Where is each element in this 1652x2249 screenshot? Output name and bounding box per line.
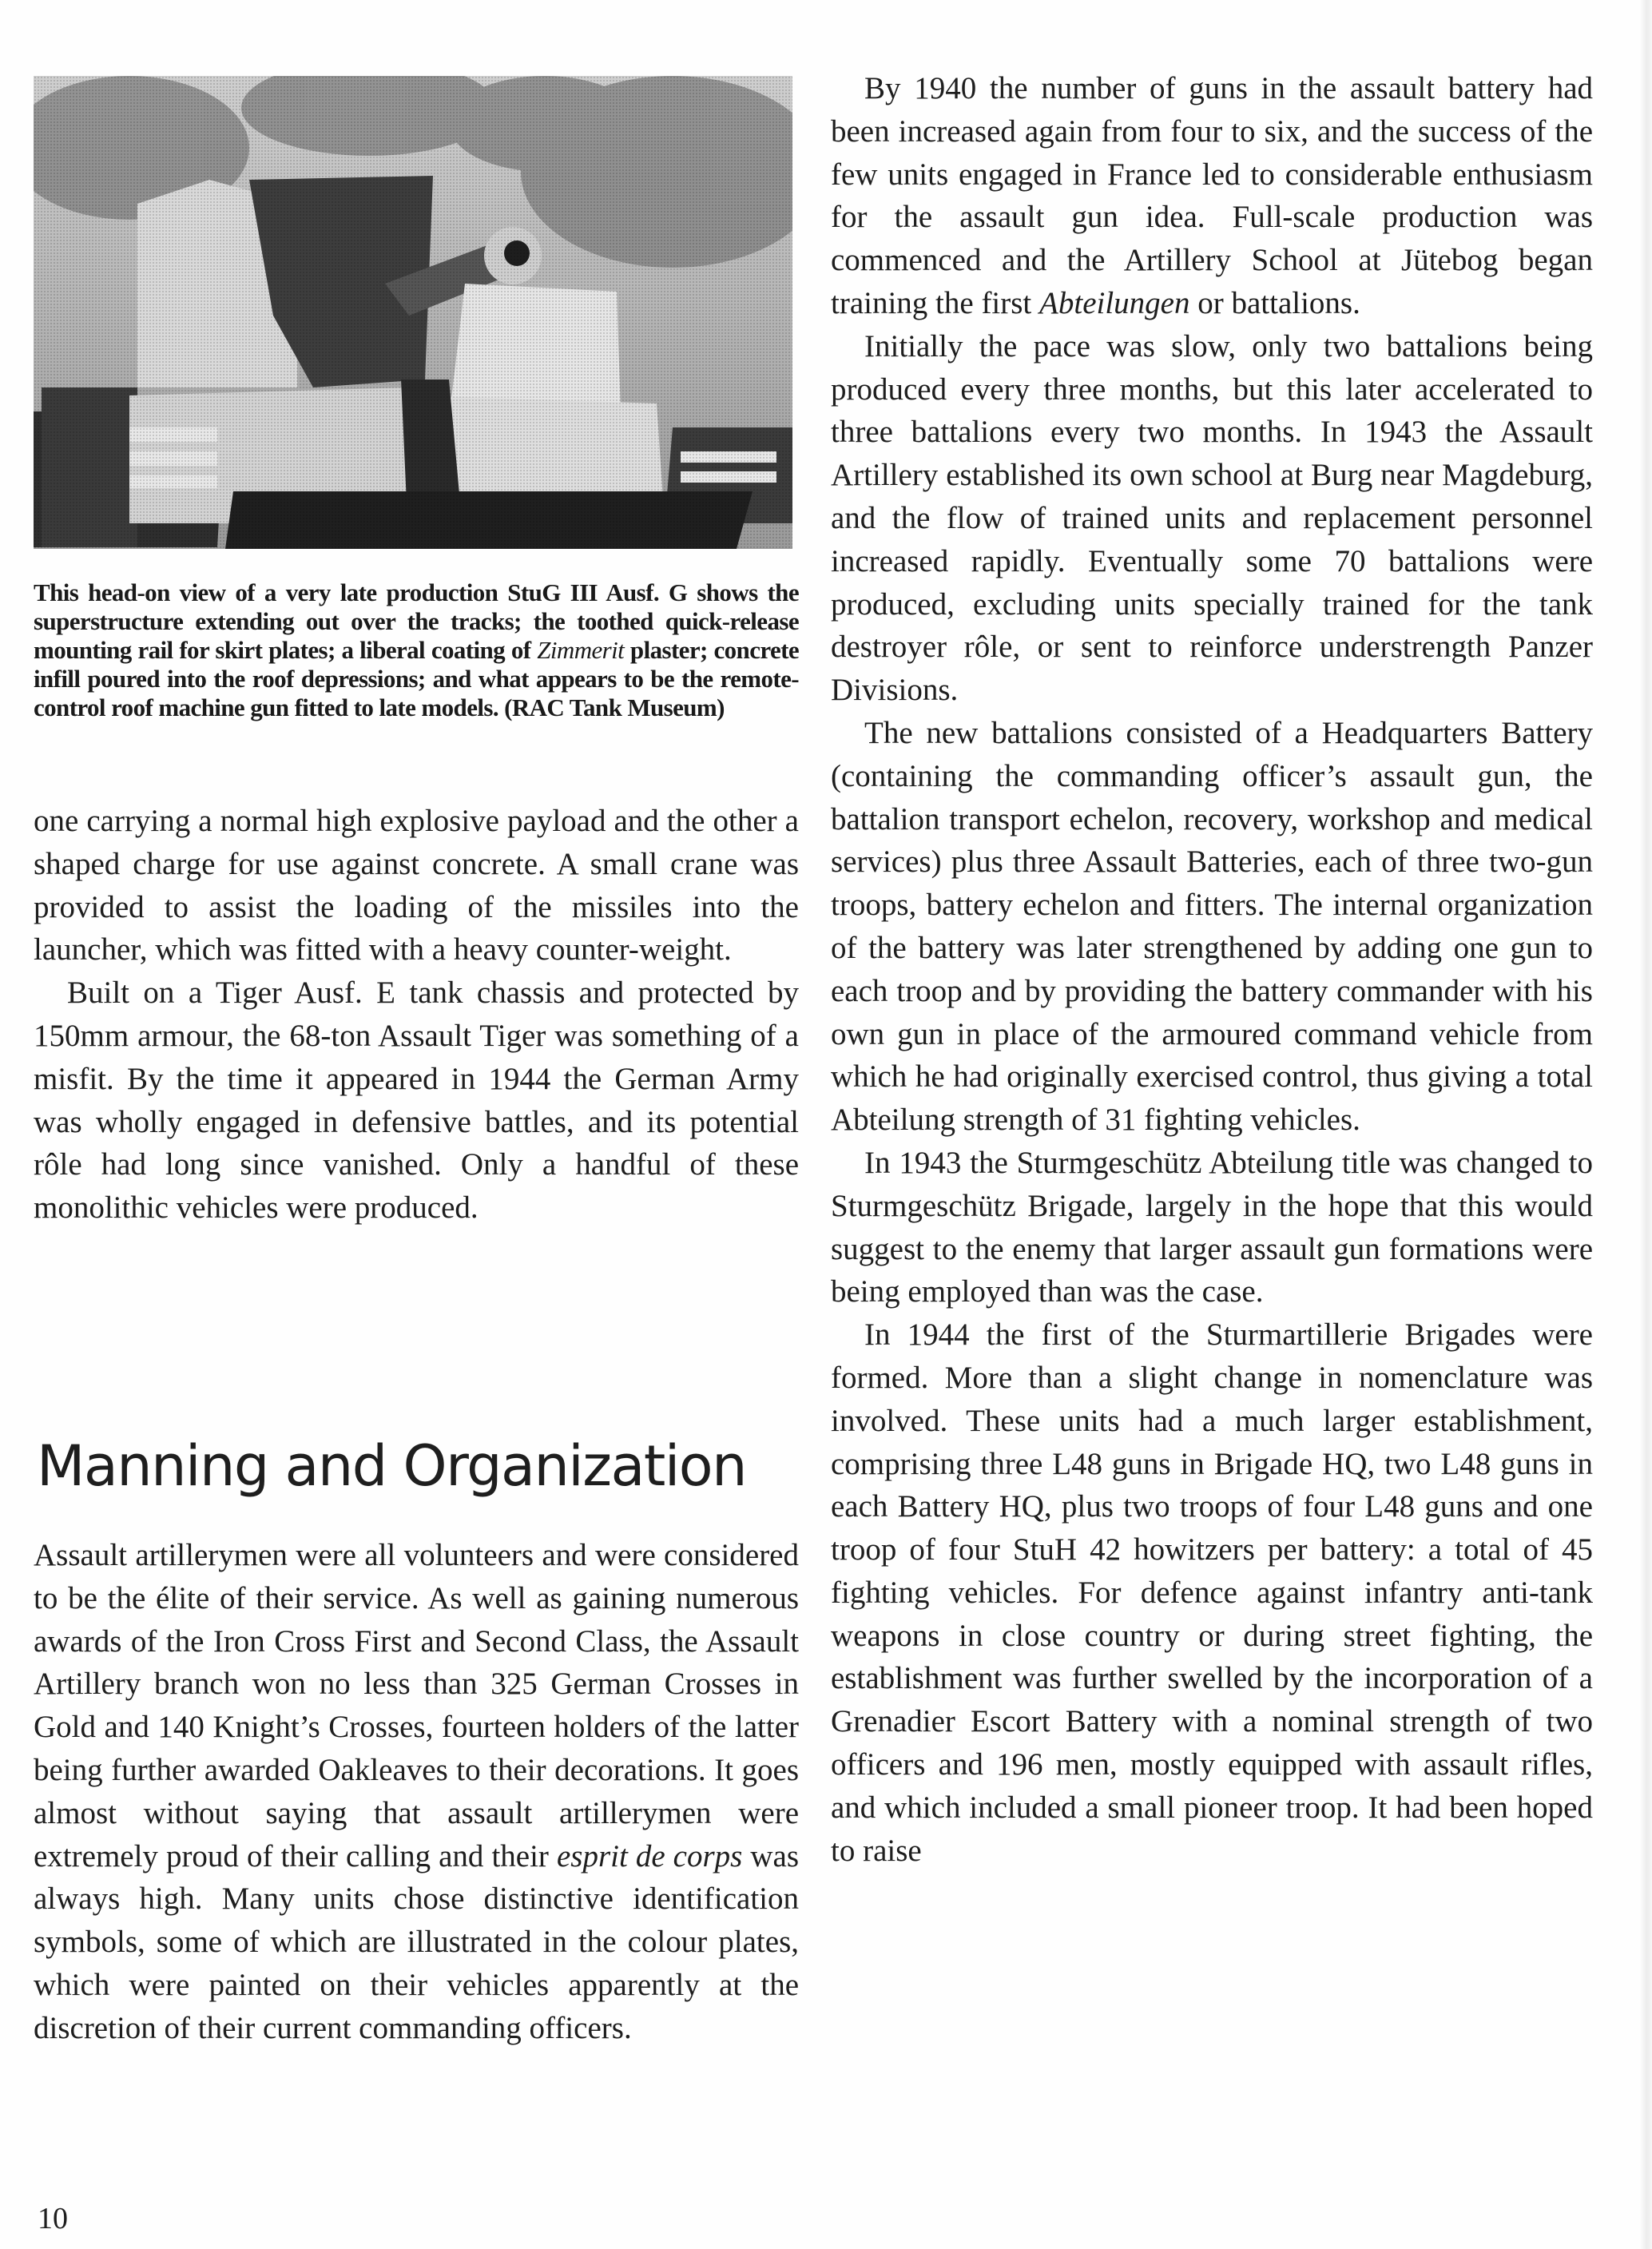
paragraph: one carrying a normal high explosive payload and the other a shaped charge for use against concrete. A small crane was provided to assist the loading of the missiles into the launcher, which was fitted with a heavy counter-weight.: [34, 804, 799, 968]
right-column-text: [831, 67, 1593, 1872]
paragraph: In 1943 the Sturmgeschütz Abteilung title was changed to Sturmgeschütz Brigade, largely in the hope that this would suggest to the enemy that larger assault gun formations were being employed than was the case.: [831, 1145, 1593, 1309]
text-run: By 1940 the number of guns in the assault battery had been increased again from four to six, and the success of the few units engaged in France led to considerable enthusiasm for the assault gun idea. Full-scale production was commenced and the Artillery School at Jütebog began training the first: [831, 71, 1593, 320]
paragraph: [831, 67, 1593, 325]
italic-phrase: esprit de corps: [556, 1838, 743, 1874]
tank-illustration: [34, 76, 792, 549]
text-run: Assault artillerymen were all volunteers and were considered to be the élite of their service. As well as gaining numerous awards of the Iron Cross First and Second Class, the Assault Artillery branch won no less than 325 German Crosses in Gold and 140 Knight’s Crosses, fourteen holders of the latter being further awarded Oakleaves to their decorations. It goes almost without saying that assault artillerymen were extremely proud of their calling and their: [34, 1538, 799, 1874]
page-edge-shadow: [1639, 0, 1652, 2249]
caption-text-1: This head-on view of a very late production StuG III Ausf. G shows the superstructure extending out over the tracks; the toothed quick-release mounting rail for skirt plates; a liberal coating of: [34, 578, 799, 664]
left-column-section-text: [34, 1534, 799, 2050]
text-run: or battalions.: [1189, 285, 1360, 320]
caption-italic-term: Zimmerit: [537, 636, 625, 664]
paragraph: Built on a Tiger Ausf. E tank chassis and protected by 150mm armour, the 68-ton Assault Tiger was something of a misfit. By the time it appeared in 1944 the German Army was wholly engaged in defensive battles, and its potential rôle had long since vanished. Only a handful of these monolithic vehicles were produced.: [34, 975, 799, 1226]
text-run: was always high. Many units chose distinctive identification symbols, some of which are illustrated in the colour plates, which were painted on their vehicles apparently at the discretion of their current commanding officers.: [34, 1838, 800, 2045]
left-column-text: [34, 800, 799, 1230]
paragraph: Initially the pace was slow, only two battalions being produced every three months, but this later accelerated to three battalions every two months. In 1943 the Assault Artillery established its own school at Burg near Magdeburg, and the flow of trained units and replacement personnel increased rapidly. Eventually some 70 battalions were produced, excluding units specially trained for the tank destroyer rôle, or sent to reinforce understrength Panzer Divisions.: [831, 328, 1593, 708]
italic-term: Abteilungen: [1039, 285, 1190, 320]
paragraph: [34, 1534, 799, 2050]
paragraph: In 1944 the first of the Sturmartillerie Brigades were formed. More than a slight change in nomenclature was involved. These units had a much larger establishment, comprising three L48 guns in Brigade HQ, two L48 guns in each Battery HQ, plus two troops of four L48 guns and one troop of four StuH 42 howitzers per battery: a total of 45 fighting vehicles. For defence against infantry anti-tank weapons in close country or during street fighting, the establishment was further swelled by the incorporation of a Grenadier Escort Battery with a nominal strength of two officers and 196 men, mostly equipped with assault rifles, and which included a small pioneer troop. It had been hoped to raise: [831, 1317, 1593, 1868]
paragraph: The new battalions consisted of a Headquarters Battery (containing the commanding officer’s assault gun, the battalion transport echelon, recovery, workshop and medical services) plus three Assault Batteries, each of three two-gun troops, battery echelon and fitters. The internal organization of the battery was later strengthened by adding one gun to each troop and by providing the battery commander with his own gun in place of the armoured command vehicle from which he had originally exercised control, thus giving a total Abteilung strength of 31 fighting vehicles.: [831, 715, 1593, 1138]
stug-iii-photo: [34, 76, 792, 549]
caption-text-2: plaster; concrete infill poured into the roof depressions; and what appears to be the remote-control roof machine gun fitted to late models. (RAC Tank Museum): [34, 636, 799, 721]
section-heading: Manning and Organization: [37, 1433, 746, 1499]
photo-caption: [34, 578, 799, 722]
page-number: 10: [38, 2202, 68, 2235]
